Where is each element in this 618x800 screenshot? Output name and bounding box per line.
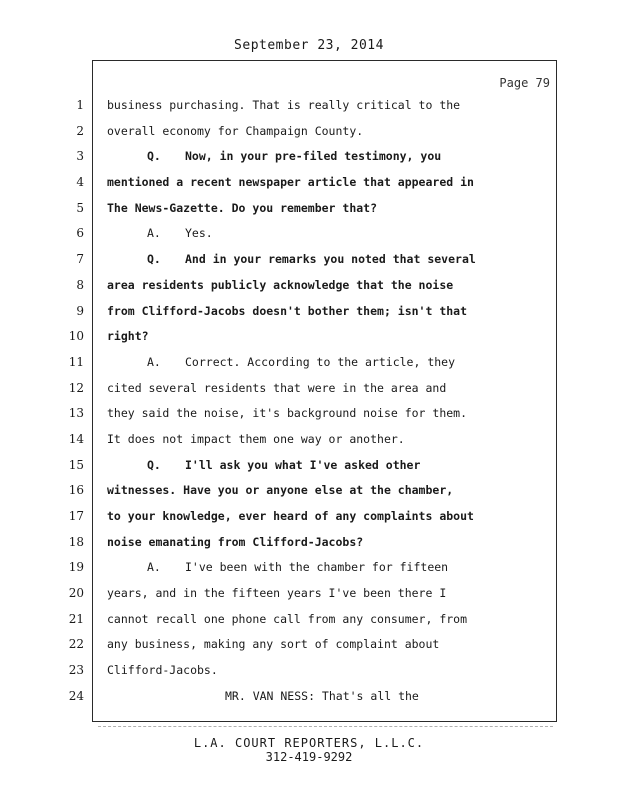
line-text: MR. VAN NESS: That's all the xyxy=(225,688,419,703)
line-text: any business, making any sort of complaint about xyxy=(107,637,440,652)
line-text: business purchasing. That is really critical to the xyxy=(107,98,461,112)
line-number: 22 xyxy=(68,637,84,652)
line-text: cannot recall one phone call from any consumer, from xyxy=(107,611,468,626)
line-number: 21 xyxy=(68,611,84,626)
line-text: cited several residents that were in the area and xyxy=(107,380,447,395)
line-number: 13 xyxy=(68,406,84,421)
line-text: witnesses. Have you or anyone else at the chamber, xyxy=(107,483,454,498)
transcript-line xyxy=(107,378,547,404)
line-number: 7 xyxy=(76,252,84,267)
transcript-line xyxy=(107,301,547,327)
line-text: years, and in the fifteen years I've been there I xyxy=(107,586,447,601)
line-text: mentioned a recent newspaper article that appeared in xyxy=(107,175,474,190)
line-number: 4 xyxy=(76,175,84,190)
answer-label: A. xyxy=(147,354,161,369)
line-number: 2 xyxy=(76,123,84,138)
line-text: I've been with the chamber for fifteen xyxy=(185,560,449,575)
line-number: 16 xyxy=(68,483,84,498)
transcript-line xyxy=(107,275,547,301)
transcript-line xyxy=(107,634,547,660)
line-text: area residents publicly acknowledge that the noise xyxy=(107,277,454,292)
line-number: 9 xyxy=(76,303,84,318)
line-number: 8 xyxy=(76,277,84,292)
transcript-line xyxy=(107,121,547,147)
transcript-line xyxy=(107,506,547,532)
question-label: Q. xyxy=(147,252,161,267)
answer-label: A. xyxy=(147,560,161,575)
line-numbers-column xyxy=(60,95,84,712)
transcript-line xyxy=(107,660,547,686)
line-number: 23 xyxy=(68,663,84,678)
line-number: 3 xyxy=(76,149,84,164)
line-text: I'll ask you what I've asked other xyxy=(185,457,421,472)
line-number: 12 xyxy=(68,380,84,395)
line-text: they said the noise, it's background noise for them. xyxy=(107,406,468,421)
transcript-line xyxy=(107,198,547,224)
line-number: 1 xyxy=(76,98,84,112)
transcript-line xyxy=(107,146,547,172)
page-number: Page 79 xyxy=(499,76,550,90)
transcript-line xyxy=(107,326,547,352)
question-label: Q. xyxy=(147,457,161,472)
line-text: overall economy for Champaign County. xyxy=(107,123,364,138)
line-number: 24 xyxy=(68,688,84,703)
header-date: September 23, 2014 xyxy=(234,38,384,53)
transcript-line xyxy=(107,480,547,506)
question-label: Q. xyxy=(147,149,161,164)
transcript-line xyxy=(107,95,547,121)
transcript-line xyxy=(107,532,547,558)
line-text: noise emanating from Clifford-Jacobs? xyxy=(107,534,364,549)
transcript-line xyxy=(107,172,547,198)
line-text: right? xyxy=(107,329,149,344)
line-number: 11 xyxy=(68,354,84,369)
line-text: Yes. xyxy=(185,226,213,241)
line-number: 18 xyxy=(68,534,84,549)
transcript-line xyxy=(107,686,547,712)
transcript-line xyxy=(107,557,547,583)
answer-label: A. xyxy=(147,226,161,241)
line-text: The News-Gazette. Do you remember that? xyxy=(107,200,378,215)
line-text: from Clifford-Jacobs doesn't bother them; isn't that xyxy=(107,303,468,318)
line-number: 14 xyxy=(68,431,84,446)
line-text: Now, in your pre-filed testimony, you xyxy=(185,149,442,164)
footer-phone: 312-419-9292 xyxy=(265,750,353,764)
line-number: 10 xyxy=(68,329,84,344)
transcript-line xyxy=(107,609,547,635)
transcript-line xyxy=(107,429,547,455)
transcript-line xyxy=(107,455,547,481)
transcript-line xyxy=(107,249,547,275)
line-text: Correct. According to the article, they xyxy=(185,354,456,369)
line-number: 17 xyxy=(68,509,84,523)
line-text: Clifford-Jacobs. xyxy=(107,663,218,678)
line-text: to your knowledge, ever heard of any complaints about xyxy=(107,509,474,523)
line-text: And in your remarks you noted that several xyxy=(185,252,476,267)
transcript-line xyxy=(107,223,547,249)
line-number: 6 xyxy=(76,226,84,241)
line-text: It does not impact them one way or another. xyxy=(107,431,405,446)
line-number: 15 xyxy=(68,457,84,472)
footer-company: L.A. COURT REPORTERS, L.L.C. xyxy=(193,736,425,750)
line-number: 20 xyxy=(68,586,84,601)
transcript-body xyxy=(107,95,547,712)
line-number: 5 xyxy=(76,200,84,215)
transcript-line xyxy=(107,352,547,378)
scan-artifact-line xyxy=(98,726,553,727)
line-number: 19 xyxy=(68,560,84,575)
transcript-line xyxy=(107,583,547,609)
transcript-line xyxy=(107,403,547,429)
